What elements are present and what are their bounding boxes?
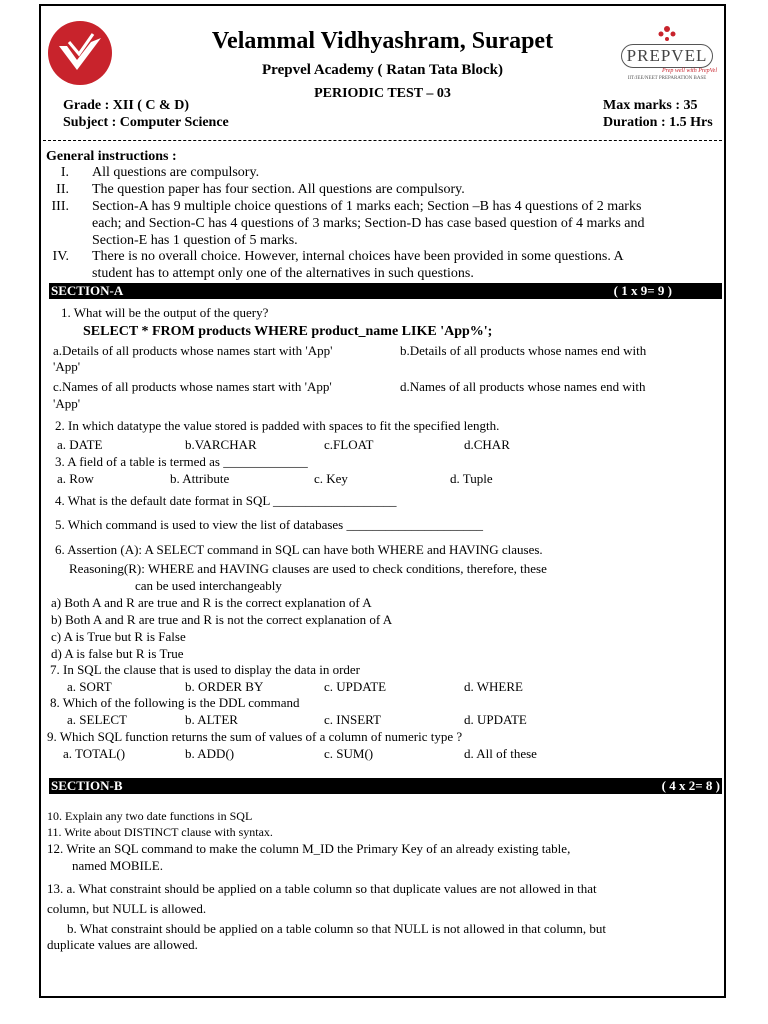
- q8-option: a. SELECT: [67, 712, 127, 727]
- q9-option: a. TOTAL(): [63, 746, 126, 761]
- section-b-marks: ( 4 x 2= 8 ): [661, 778, 720, 793]
- q7-option: b. ORDER BY: [185, 679, 264, 694]
- q1-option-d: d.Names of all products whose names end with: [400, 379, 646, 394]
- q13a-text: 13. a. What constraint should be applied on a table column so that duplicate values are not allowed in that: [47, 881, 597, 896]
- test-title: PERIODIC TEST – 03: [314, 86, 451, 101]
- q11-text: 11. Write about DISTINCT clause with syntax.: [47, 825, 273, 839]
- q9-option: d. All of these: [464, 746, 537, 761]
- section-a-title: SECTION-A: [51, 283, 124, 298]
- section-b-bar: [49, 778, 722, 794]
- q3-option: c. Key: [314, 471, 348, 486]
- q13a-text-cont: column, but NULL is allowed.: [47, 901, 207, 916]
- q1-option-c: c.Names of all products whose names start with 'App': [53, 379, 332, 394]
- instruction-num: I.: [60, 165, 69, 180]
- instruction-num: IV.: [52, 249, 69, 264]
- q13b-text: b. What constraint should be applied on a table column so that NULL is not allowed in that column, but: [67, 921, 607, 936]
- prepvel-small-text: IIT/JEE/NEET PREPARATION BASE: [627, 76, 707, 81]
- q2-option: d.CHAR: [464, 437, 510, 452]
- instruction-text: The question paper has four section. All questions are compulsory.: [92, 182, 465, 197]
- section-a-marks: ( 1 x 9= 9 ): [613, 283, 672, 298]
- q9-option: b. ADD(): [185, 746, 235, 761]
- q6-reason: Reasoning(R): WHERE and HAVING clauses are used to check conditions, therefore, these: [69, 561, 547, 576]
- q10-text: 10. Explain any two date functions in SQL: [47, 809, 253, 823]
- q3-option: a. Row: [57, 471, 94, 486]
- instruction-text: All questions are compulsory.: [92, 165, 260, 180]
- q6-option: d) A is false but R is True: [51, 646, 184, 661]
- q4-text: 4. What is the default date format in SQL ___________________: [55, 493, 397, 508]
- q12-text: 12. Write an SQL command to make the column M_ID the Primary Key of an already existing table,: [47, 841, 571, 856]
- q8-text: 8. Which of the following is the DDL command: [50, 695, 300, 710]
- q2-option: a. DATE: [57, 437, 103, 452]
- q6-option: c) A is True but R is False: [51, 629, 186, 644]
- duration: Duration : 1.5 Hrs: [603, 115, 713, 130]
- q8-option: c. INSERT: [324, 712, 381, 727]
- subject: Subject : Computer Science: [63, 115, 229, 130]
- q13b-text-cont: duplicate values are allowed.: [47, 937, 198, 952]
- exam-page: [39, 4, 726, 998]
- q8-option: d. UPDATE: [464, 712, 527, 727]
- instruction-text: Section-A has 9 multiple choice questions of 1 marks each; Section –B has 4 questions of 2 marks: [92, 199, 642, 214]
- q3-text: 3. A field of a table is termed as _____________: [55, 454, 308, 469]
- q9-text: 9. Which SQL function returns the sum of values of a column of numeric type ?: [47, 729, 463, 744]
- prepvel-logo-text: PREPVEL: [626, 46, 708, 65]
- q1-option-d-cont: 'App': [53, 396, 81, 411]
- q1-option-b-cont: 'App': [53, 359, 81, 374]
- prepvel-tagline: Prep well with PrepVel: [661, 68, 717, 74]
- q2-option: b.VARCHAR: [185, 437, 257, 452]
- q7-option: c. UPDATE: [324, 679, 387, 694]
- q1-option-b: b.Details of all products whose names end with: [400, 343, 647, 358]
- section-a-bar: [49, 283, 722, 299]
- school-name: Velammal Vidhyashram, Surapet: [211, 28, 554, 54]
- q6-option: b) Both A and R are true and R is not the correct explanation of A: [51, 612, 393, 627]
- academy-name: Prepvel Academy ( Ratan Tata Block): [262, 62, 503, 78]
- instruction-num: III.: [51, 199, 69, 214]
- q3-option: b. Attribute: [170, 471, 230, 486]
- q2-option: c.FLOAT: [324, 437, 374, 452]
- instruction-text: each; and Section-C has 4 questions of 3 marks; Section-D has case based question of 4 marks and: [92, 216, 645, 231]
- q7-option: a. SORT: [67, 679, 112, 694]
- q3-option: d. Tuple: [450, 471, 493, 486]
- instruction-text: student has to attempt only one of the alternatives in such questions.: [92, 266, 474, 281]
- q9-option: c. SUM(): [324, 746, 374, 761]
- q6-assertion: 6. Assertion (A): A SELECT command in SQL can have both WHERE and HAVING clauses.: [55, 542, 543, 557]
- instruction-text: There is no overall choice. However, internal choices have been provided in some questions. A: [92, 249, 624, 264]
- q12-text-cont: named MOBILE.: [72, 858, 163, 873]
- max-marks: Max marks : 35: [603, 98, 698, 113]
- q7-option: d. WHERE: [464, 679, 523, 694]
- grade: Grade : XII ( C & D): [63, 98, 189, 113]
- q6-option: a) Both A and R are true and R is the correct explanation of A: [51, 595, 372, 610]
- section-b-title: SECTION-B: [51, 778, 123, 793]
- q5-text: 5. Which command is used to view the list of databases _____________________: [55, 517, 483, 532]
- instructions-heading: General instructions :: [46, 149, 177, 164]
- q8-option: b. ALTER: [185, 712, 238, 727]
- q1-option-a: a.Details of all products whose names start with 'App': [53, 343, 333, 358]
- q6-reason-cont: can be used interchangeably: [135, 578, 282, 593]
- instruction-text: Section-E has 1 question of 5 marks.: [92, 233, 298, 248]
- q1-query: SELECT * FROM products WHERE product_name LIKE 'App%';: [83, 324, 493, 339]
- instruction-num: II.: [56, 182, 69, 197]
- q7-text: 7. In SQL the clause that is used to display the data in order: [50, 662, 361, 677]
- q1-text: 1. What will be the output of the query?: [61, 305, 269, 320]
- q2-text: 2. In which datatype the value stored is padded with spaces to fit the specified length.: [55, 418, 500, 433]
- header-divider: [43, 140, 722, 141]
